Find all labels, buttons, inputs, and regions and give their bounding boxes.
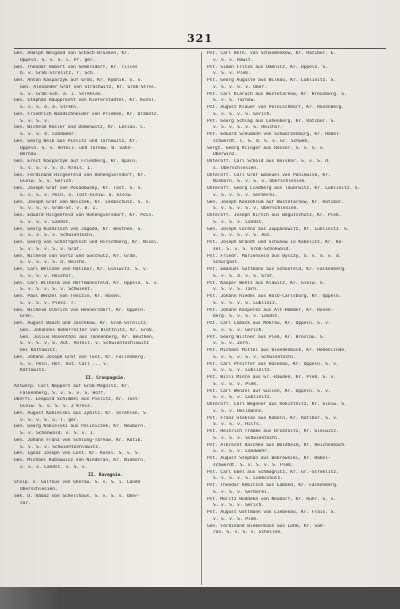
roster-entry-line: Pst. Johann Riedel aus Halb-Carlsburg, Kr. Oppeln. xyxy=(207,294,342,299)
roster-entry-line: S. v. S. Tarnow. xyxy=(213,98,256,104)
scan-edge-shade xyxy=(0,587,60,609)
roster-entry-line: Pst. Joseph Brandt und Schünow in Kobelitz, Kr. Ko- xyxy=(207,240,345,245)
roster-entry-line: Gen. Adolph Weigand von Schach-Brücken, Kr. xyxy=(14,51,130,56)
roster-entry-line: Oppeln. S. v. Anteil. und Tarnow. B. Sahn- xyxy=(20,145,133,151)
roster-entry xyxy=(207,362,390,376)
roster-entry xyxy=(207,524,390,538)
roster-entry xyxy=(207,132,390,146)
roster-entry-line: Oberwinz. xyxy=(213,152,238,158)
roster-entry-line: S. v. S. v. S. v. Schwient. xyxy=(20,287,93,293)
roster-entry-line: Gen. Carl Welczek von Ratibor, Kr. Gleiwitz. S. v. xyxy=(14,267,149,272)
section-heading: II. Kavagnie. xyxy=(88,472,123,478)
roster-entry-line: Sergt. Georg Klinger aus Rösser. S. v. S. v. xyxy=(207,145,326,151)
roster-entry-line: S. v. S. v. S. d. Kreis. 1. xyxy=(20,165,93,171)
roster-entry-line: Pst. Carl Pfeiffer aus Hasenau, Kr. Oppeln. S. v. xyxy=(207,361,339,367)
roster-entry xyxy=(14,98,197,112)
roster-entry xyxy=(207,335,390,349)
roster-entry-line: v. S. v. Rawit. xyxy=(213,57,254,63)
roster-entry-line: Pst. Georg Wiltner aus Pleß, Kr. Breslau. S. xyxy=(207,334,326,340)
roster-entry xyxy=(207,146,390,160)
roster-entry xyxy=(14,397,197,411)
roster-entry xyxy=(207,173,390,187)
roster-entry-line: Gen. Friedrich Wandschneider von Prießen, Kr. Dramotz. xyxy=(14,111,160,117)
roster-entry-line: S. v. Groß-Sch. a. i. Strehlen. xyxy=(20,91,104,97)
roster-entry-line: Falkenberg. S. v. S. v. S. Hoff. xyxy=(20,390,106,396)
roster-entry xyxy=(14,240,197,254)
roster-entry xyxy=(207,65,390,79)
roster-entry xyxy=(14,267,197,281)
roster-entry-line: Gen. Joseph Graf von Welczek, Kr. Leobschütz. S. v. xyxy=(14,199,152,205)
roster-entry-line: v. S. v. S. v. Schwientochl. xyxy=(20,233,96,239)
roster-entry-line: v. S. v. Heilmanns. xyxy=(213,408,265,414)
roster-entry xyxy=(14,78,197,98)
roster-entry-line: Unteroff. Carl Graf Emanuel von Poniewisk, Kr. xyxy=(207,172,331,178)
roster-entry-line: Unteroff. Carl Wegener aus Rokittnitz, Kr. Gleiw. S. xyxy=(207,402,347,407)
roster-entry xyxy=(207,321,390,335)
roster-entry xyxy=(14,159,197,173)
roster-entry-line: Gleiw. S. v. S. v. 2 Kreis. xyxy=(20,404,93,409)
roster-entry-line: v. S. v. S. Pleß. xyxy=(213,516,259,522)
roster-entry-line: S. v. S. v. Landst. xyxy=(213,219,265,225)
roster-entry-line: S. v. S. v. Lublinitz. xyxy=(213,395,273,401)
roster-entry-line: bei Kattowitz. xyxy=(20,348,58,353)
roster-entry-line: S. v. S. d. v. S. Gräf. xyxy=(213,273,275,279)
roster-entry-line: Pst. Franz Stoklas aus Kobeln, Kr. Ratibor. S. v. xyxy=(207,415,339,421)
roster-entry xyxy=(14,112,197,126)
roster-entry-line: S. v. S. v. Reichsr. xyxy=(20,273,74,279)
roster-entry xyxy=(14,494,197,508)
roster-entry xyxy=(14,411,197,425)
roster-entry-line: S. v. S. v. S. d. Reichs. xyxy=(20,260,88,266)
roster-entry xyxy=(207,281,390,295)
roster-entry-line: berg. S. v. S. v. Landst. xyxy=(213,314,281,320)
roster-entry xyxy=(14,384,197,398)
roster-entry xyxy=(14,65,197,79)
roster-entry-line: S. v. S. v. Schwientochl. xyxy=(213,435,281,441)
roster-entry-line: S. v. S. v. S. Lubliniz. xyxy=(213,300,278,306)
roster-entry xyxy=(207,119,390,133)
roster-entry xyxy=(207,51,390,65)
roster-entry-line: S. v. S. v. Poln. u. Tost-Gleiw. a. Gleiw. xyxy=(20,192,133,198)
roster-entry-line: Gen. Ferdinand Hilgenfeld von Hohengiersdorf, Kr. xyxy=(14,172,146,178)
roster-entry-line: Nieborn. S. v. S. v. Oberschlesien. xyxy=(213,179,308,185)
roster-entry xyxy=(207,308,390,322)
roster-entry-line: Pst. Albrecht Raschke aus Waldheim, Kr. Reichenbach. xyxy=(207,442,347,448)
roster-entry-line: S. v. S. v. Hilfs. xyxy=(213,422,262,428)
roster-entry-line: v. S. v. S. v. Ober. xyxy=(213,84,267,90)
roster-entry-line: S. v. S. v. S. v. Gräf. xyxy=(20,246,82,252)
roster-entry-line: Gen. Johann Joseph Graf von Tost, Kr. Fallenberg. xyxy=(14,354,146,360)
roster-entry xyxy=(14,139,197,159)
roster-entry-line: v. S. v. S. Tarn. xyxy=(213,287,259,293)
roster-entry-line: S. v. S. v. S. Gerich. xyxy=(213,111,273,117)
roster-entry xyxy=(207,497,390,511)
roster-entry-line: Stolp. v. Galfnus von Gherau. S. v. S. i. Lande xyxy=(14,480,141,486)
roster-entry-line: Pst. Georg Auguste aus Wilkau, Kr. Lublinitz. S. xyxy=(207,78,336,83)
roster-entry-line: Gen. Joseph Graf von Posadowsky, Kr. Tost. S. v. xyxy=(14,186,143,191)
roster-entry xyxy=(14,227,197,241)
roster-entry-line: Gen. Wilhelm von Görtz und Goschütz, Kr. Gräb. xyxy=(14,253,138,259)
roster-entry xyxy=(207,200,390,214)
roster-entry-line: Gen. August Bauch und Jaschkow, Kr. Groß-Strelitz. xyxy=(14,321,149,326)
roster-entry-line: sar. xyxy=(20,500,31,506)
roster-entry-line: Unteroff. Joseph Kirsch aus Bogutschütz, Kr. Pleß. xyxy=(207,213,342,218)
roster-entry xyxy=(14,186,197,200)
roster-entry-line: Pst. Carl Klaruch aus Wüstetarnow, Kr. Kreuzburg. S. xyxy=(207,91,347,97)
roster-entry-line: Oberfl. Leopold Schimmel aus Pielitz, Kr. Tost- xyxy=(14,397,141,403)
roster-entry xyxy=(207,402,390,416)
roster-entry-line: Schürgast. xyxy=(213,260,240,266)
roster-entry-line: s. Oberschlesien. xyxy=(213,165,259,171)
roster-entry-line: Gen. Wilhelm Ulbrich von Hennersdorf, Kr. Oppeln. xyxy=(14,307,146,313)
roster-entry xyxy=(207,159,390,173)
header-rule xyxy=(14,48,386,49)
roster-entry xyxy=(14,51,197,65)
roster-entry-line: Pst. Theodor Rebitsch aus Laband, Kr. Falkenberg. xyxy=(207,483,339,488)
roster-entry-line: Pst. Willi Minte aus Gr.-Rauden, Kr. Pleß. S. v. xyxy=(207,375,336,380)
roster-entry xyxy=(14,321,197,355)
roster-entry-line: S. v. S. v. Schwientochlowitz. xyxy=(20,444,101,450)
roster-entry-line: Gen. August Kobielski aus Zybitz, Kr. Strehlen. S. xyxy=(14,410,149,416)
roster-entry-line: Gen. Georg Weiß aus Pielitz und Tarnowitz, Kr. xyxy=(14,138,138,144)
roster-entry-line: Gen. Eduard Hilgenfeld von Hohengiersdorf, Kr. Poln. xyxy=(14,213,154,218)
roster-entry xyxy=(14,451,197,458)
roster-entry-line: Gen. Alexander Graf von Strachwitz, Kr. Groß-Strel. xyxy=(20,84,158,90)
roster-entry xyxy=(14,294,197,308)
roster-entry-line: S. v. S. v. Pleß. xyxy=(213,381,259,387)
roster-entry-line: S. v. S. v. Gerberei. xyxy=(213,489,270,495)
roster-entry xyxy=(14,200,197,214)
roster-entry-line: v. S. v. Pleß. xyxy=(213,71,251,77)
roster-entry-line: Gen. Anton Kasparzyk auf Groß, Kr. Rybnik. S. v. xyxy=(14,78,143,83)
roster-entry-line: v. S. v. S. u. T. ger. xyxy=(20,417,80,423)
roster-entry xyxy=(207,375,390,389)
roster-entry-line: S. v. S. v. Gerich. xyxy=(213,327,265,333)
roster-entry xyxy=(14,308,197,322)
roster-entry-line: S. v. S. v. S. Loebschütz. xyxy=(213,476,283,482)
roster-entry-line: Pst. August Klauer von Polnischborf, Kr. Rosenberg. xyxy=(207,105,345,110)
roster-entry-line: Gen. Stephan Haupprecht von Kieferstädtel, Kr. Kosel. xyxy=(14,98,157,104)
roster-entry-line: Pst. Friedr. Marienseld aus Bylczy, S. v. S. v. d. xyxy=(207,253,342,259)
roster-entry xyxy=(207,78,390,92)
right-column xyxy=(207,51,390,537)
roster-entry-line: Pst. Carl Lomack aus Mokrau, Kr. Oppeln. S. v. xyxy=(207,321,331,326)
roster-entry-line: S. v. S. v. Pless. r. xyxy=(20,300,77,306)
roster-entry-line: Gen. Carl Wilhelm von Hoffmannsfeld, Kr. Oppeln. S. v. xyxy=(14,280,160,286)
roster-entry xyxy=(14,355,197,375)
roster-entry-line: Sek. D. Rabaz von Schellhaus. S. v. S. v. Ober- xyxy=(14,493,141,499)
page-number: 321 xyxy=(187,32,213,45)
roster-entry-line: S. v. Poln. Hof. Aut. Carl ... v. xyxy=(20,361,109,367)
roster-entry xyxy=(207,456,390,470)
roster-entry-line: Pst. Emanuel Guttmann aus Schönfeld, Kr. Falkenberg. xyxy=(207,267,347,272)
roster-entry-line: v. S. v. Landst. v. S. v. xyxy=(20,464,88,470)
roster-entry xyxy=(14,281,197,295)
roster-entry-line: Gen. Paul Wenzel von Tenczin, Kr. Rosen. xyxy=(14,294,122,299)
roster-entry-line: Pst. August Gottmann von Liebenau, Kr. Frais. S. xyxy=(207,510,336,515)
roster-entry xyxy=(14,458,197,472)
roster-entry-line: v. S. v. S. v. Gerberei. xyxy=(213,192,278,198)
roster-entry-line: Pst. Moritz Buddeke von Neudorf, Kr. Ruhr. S. v. xyxy=(207,496,336,502)
roster-entry-line: Unteroff. Carl Schold aus Reiskar. S. v. S. d. xyxy=(207,159,331,164)
roster-entry-line: Gen. Theodor Hubert von Gemersdorf, Kr. Tilles xyxy=(14,64,138,70)
roster-entry-line: Gen. Ferdinand Biebermann aus Lehm, Kr. Sah- xyxy=(207,523,326,529)
roster-entry-line: Gen. Julius Rosenthal aus Tannenberg, Kr. Beuthen, xyxy=(20,334,155,340)
roster-entry-line: schwerdt. C. S. d. S. v. Gr. Schweb. xyxy=(213,138,310,144)
column-divider xyxy=(201,52,202,585)
roster-entry-line: S. v. S. v. S. v. Schwientochl. xyxy=(213,354,297,360)
roster-entry-line: Gen. Georg von Schaffgotsch und Hirschberg, Kr. Nicol. xyxy=(14,240,160,245)
roster-entry-line: Pst. Heinrich Tramke aus Brzeznitz, Kr. Gleiwitz. xyxy=(207,429,339,434)
roster-entry-line: Pst. Carl Ebel aus Schmögnitz, Kr. Gr.-Strehlitz. xyxy=(207,469,339,475)
roster-entry xyxy=(14,424,197,438)
roster-entry xyxy=(14,254,197,268)
roster-entry-line: Gen. Ernst Kasparzyk auf Friedberg, Kr. Opaln. xyxy=(14,159,138,164)
roster-entry-line: schwerdt. S. v. S. v. S. Pleß. xyxy=(213,462,294,468)
roster-entry-line: Gen. Joseph Konzehrum auf Wüstetarnow, Kr. Ratibor. xyxy=(207,199,345,205)
roster-entry xyxy=(207,416,390,430)
roster-entry xyxy=(14,438,197,452)
roster-entry xyxy=(207,240,390,254)
section-heading: II. Cronpagnie. xyxy=(85,376,126,381)
roster-entry xyxy=(207,267,390,281)
roster-entry-line: S. v. S. v. S. v. Oberschlesien. xyxy=(213,206,299,212)
roster-entry xyxy=(207,389,390,403)
left-column xyxy=(14,51,197,507)
roster-entry xyxy=(207,443,390,457)
roster-entry-line: Gen. Johannes Ueberreiter von Blottnitz, Kr. Groß. xyxy=(20,327,155,333)
roster-entry-line: Oppeln. S. v. S. i. Pr. ger. xyxy=(20,57,96,63)
roster-entry-line: b. v. Groß-Strelitz, r. Sch. xyxy=(20,71,96,77)
roster-entry-line: S. v. S. v. Groß-St. v. B. 1. xyxy=(20,206,98,212)
roster-entry-line: Pst. Carl Bern. von Schönmenkow, Kr. Ratibor. E. xyxy=(207,51,336,56)
roster-entry-line: S. v. S. d. Landwehr. xyxy=(20,132,77,137)
roster-entry-line: Gleiw. S. v. Gerich. xyxy=(20,179,74,185)
roster-entry-line: S. v. S. v. Landwehr. xyxy=(213,449,270,455)
roster-entry-line: Gen. Wilhelm Rösler und Damenwitz, Kr. Loslau. C. xyxy=(14,125,146,131)
roster-entry xyxy=(207,429,390,443)
roster-entry-line: Pst. Eduard Schumann von Schwarzenburg, Kr. Habel- xyxy=(207,132,342,137)
roster-entry-line: S. v. S. v. S. Aut. Anteil. v. Schwientochlowitz xyxy=(20,341,149,347)
roster-entry xyxy=(14,480,197,494)
roster-entry-line: S. v. S. v. xyxy=(20,118,50,124)
roster-entry-line: Pst. Michael Mittel aus Biendenbuck, Kr. Hohenlinde. xyxy=(207,348,347,353)
roster-entry-line: Pst. August Stephan aus Bobrowniki, Kr. Habel- xyxy=(207,456,331,461)
roster-entry xyxy=(207,294,390,308)
roster-entry-line: Kattowitz. xyxy=(20,368,47,374)
roster-entry-line: Gen. Joseph Lorenz aus Zuppanowitz, Kr. Lublinitz. S. xyxy=(207,226,350,232)
roster-entry-line: ran. S. v. S. v. Schellen. xyxy=(213,530,283,536)
roster-entry-line: Pst. Kasper Wentz aus Klawitz, Kr. Gleiw. S. xyxy=(207,280,326,286)
roster-entry-line: Antwerp. Carl Neppert auf Groß-Magnitz, Kr. xyxy=(14,383,130,389)
roster-entry-line: Gen. Georg Kuzmitsch von Jagoda, Kr. Beuthen. S. xyxy=(14,226,143,232)
roster-entry-line: Gren. xyxy=(20,314,34,320)
roster-entry-line: S. v. S. d. a. Strehl. xyxy=(20,105,80,110)
roster-entry xyxy=(207,92,390,106)
roster-entry-line: Gen. Georg Kobielski aus Poliniczek, Kr. Neuborn. xyxy=(14,424,146,430)
roster-entry-line: Pst. Simon Fritze aus Damnitz, Kr. Oppeln. S. xyxy=(207,64,328,70)
roster-entry-line: S. v. S. v. Gerich. xyxy=(213,503,265,509)
scan-footer-band xyxy=(0,587,400,609)
roster-entry-line: S. v. S. v. Lublinitz. xyxy=(213,368,273,374)
roster-entry-line: Gen. Johann Franz von Schlung-Tarnow, Kr. Ratib. xyxy=(14,437,143,443)
roster-entry xyxy=(14,213,197,227)
roster-entry-line: S. v. Schönwald. v. S. v. 1. xyxy=(20,431,96,436)
roster-entry-line: Oberschlesien. xyxy=(20,487,58,492)
roster-entry xyxy=(14,173,197,187)
roster-entry xyxy=(207,348,390,362)
roster-entry-line: Bernau. xyxy=(20,152,39,158)
roster-entry-line: v. S. v. S. v. S. Reichsr. xyxy=(213,125,283,131)
roster-entry xyxy=(207,483,390,497)
roster-entry xyxy=(207,470,390,484)
roster-entry-line: Gen. Michael Kabauwicz von Niederan, Kr. Nieborn. xyxy=(14,458,146,463)
roster-entry xyxy=(207,510,390,524)
roster-entry-line: v. S. v. S. v. S. Aut. xyxy=(213,233,273,239)
roster-entry-line: Unteroff. Georg Lindberg aus Tauerwitz, Kr. Lublinitz. S. xyxy=(207,186,361,191)
roster-entry-line: v. S. v. Zern. xyxy=(213,341,251,347)
roster-entry xyxy=(207,227,390,241)
roster-entry-line: Pst. Georg Schlag aus Lohenberg, Kr. Ratibor. S. xyxy=(207,118,336,124)
roster-entry xyxy=(207,105,390,119)
roster-entry-line: S. v. S. v. Landst. xyxy=(20,219,72,225)
roster-entry xyxy=(207,254,390,268)
roster-entry xyxy=(14,125,197,139)
roster-entry-line: sel. S. v. S. Groß-Schönwald. xyxy=(213,246,291,252)
roster-entry-line: Pst. Carl Wenzel auf Gulien, Kr. Oppeln. S. v. xyxy=(207,388,331,394)
roster-entry-line: Pst. Johann Kasperez aus Alt-Hammer, Kr. Rosen- xyxy=(207,307,334,313)
roster-entry xyxy=(207,186,390,200)
roster-entry-line: Gen. Ignaz Joseph von Lost. Kr. Kosel. S. v. S. xyxy=(14,451,141,457)
roster-entry xyxy=(207,213,390,227)
